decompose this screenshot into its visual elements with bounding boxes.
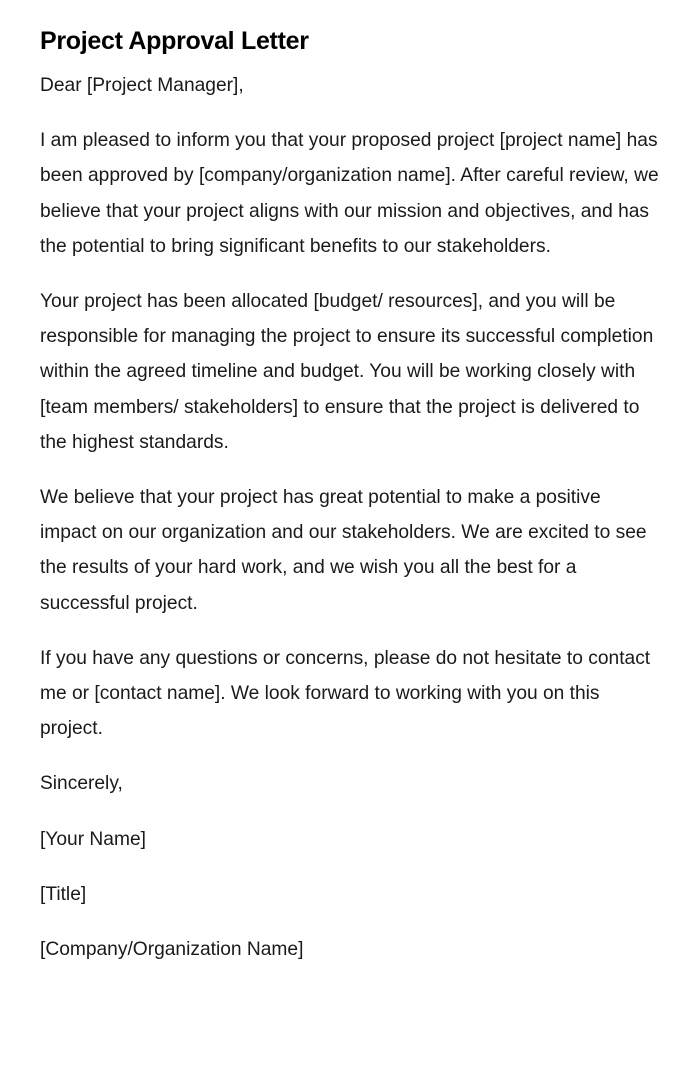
letter-paragraph-1: I am pleased to inform you that your proposed project [project name] has been approved by [company/organization name]. After careful review, we believe that your project aligns with our mission and objectives, and has the potential to bring significant benefits to our stakeholders. — [40, 130, 659, 257]
letter-title: Project Approval Letter — [40, 27, 309, 55]
letter-paragraph-4: If you have any questions or concerns, please do not hesitate to contact me or [contact name]. We look forward to working with you on this project. — [40, 647, 651, 740]
signature-title: [Title] — [40, 883, 87, 905]
letter-paragraph-2: Your project has been allocated [budget/ resources], and you will be responsible for managing the project to ensure its successful completion within the agreed timeline and budget. You will be working closely with [team members/ stakeholders] to ensure that the project is delivered to the highest standards. — [40, 291, 654, 453]
letter-greeting: Dear [Project Manager], — [40, 75, 244, 96]
signature-name: [Your Name] — [40, 828, 146, 850]
signature-company: [Company/Organization Name] — [40, 939, 304, 961]
letter-closing: Sincerely, — [40, 773, 123, 795]
letter-paragraph-3: We believe that your project has great potential to make a positive impact on our organization and our stakeholders. We are excited to see the results of your hard work, and we wish you all the best for a successful project. — [40, 487, 647, 614]
